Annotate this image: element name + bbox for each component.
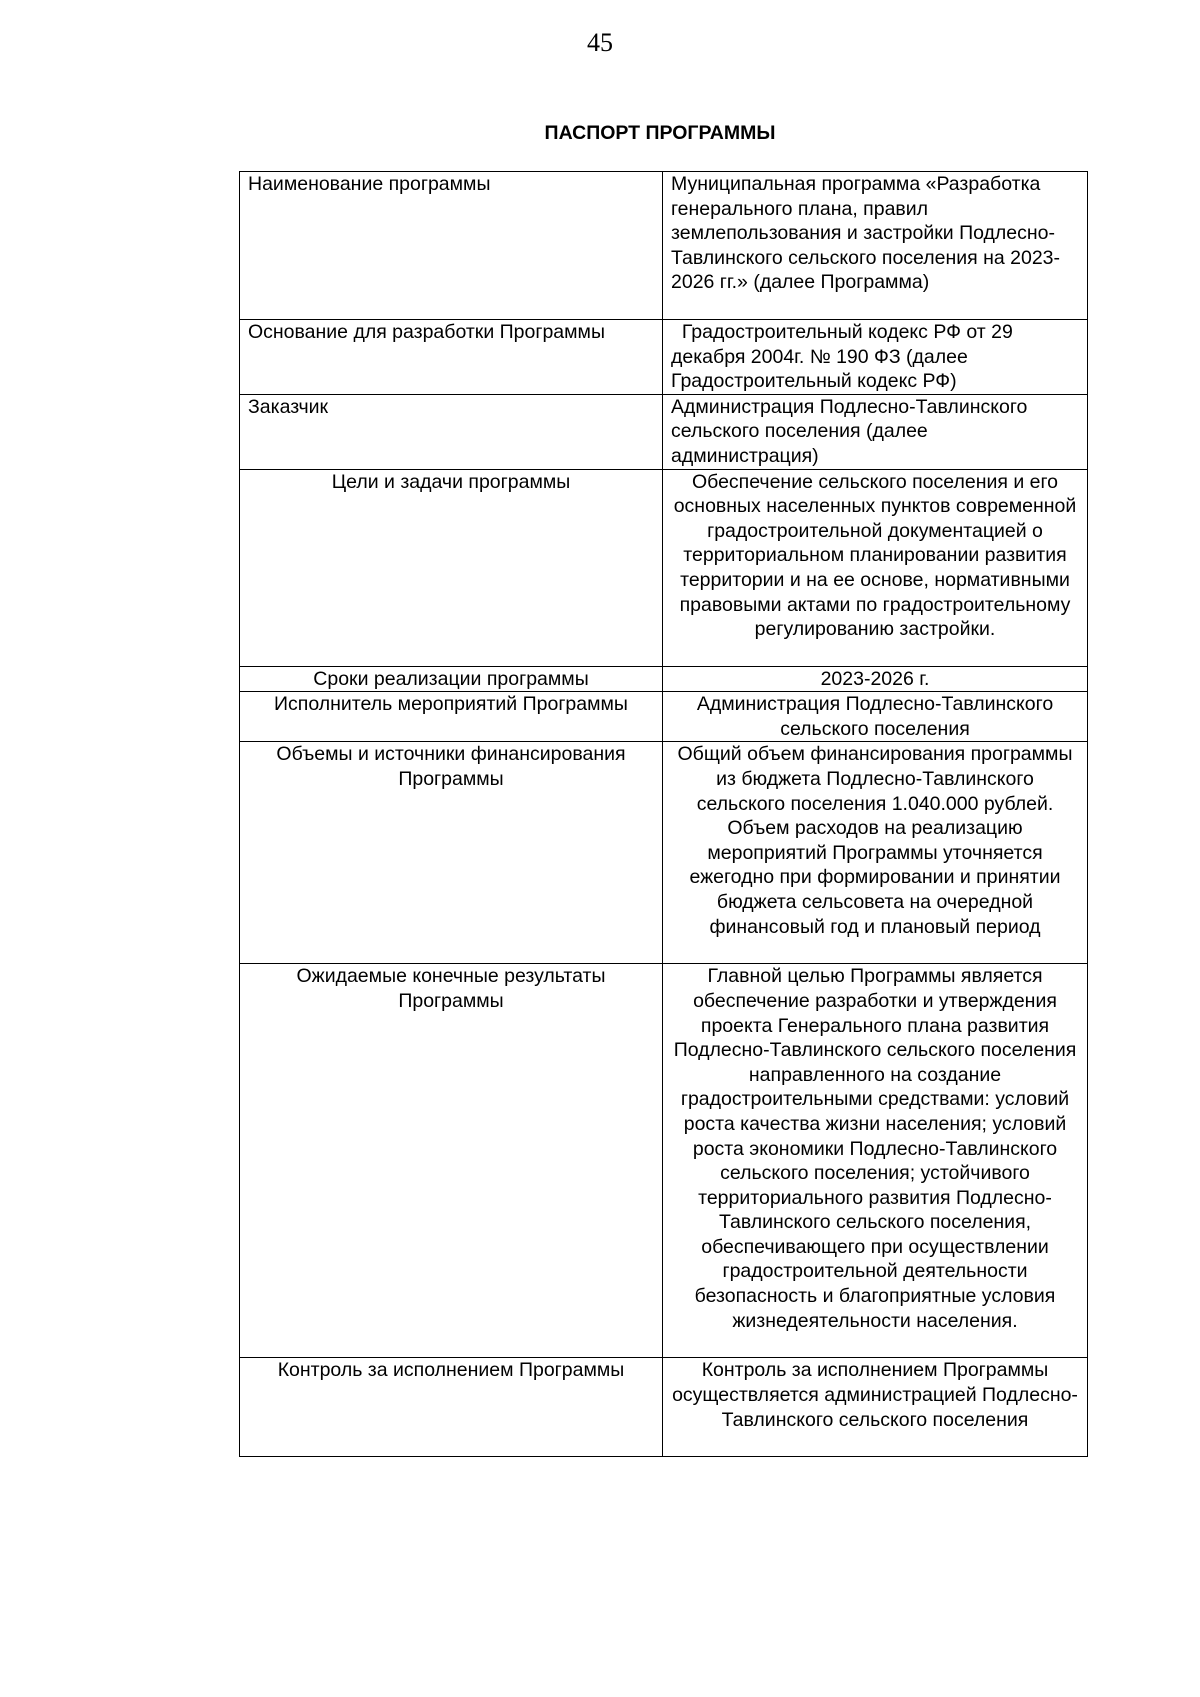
row-label: Основание для разработки Программы bbox=[240, 320, 663, 395]
table-row bbox=[240, 172, 1088, 320]
table-row bbox=[240, 394, 1088, 469]
table-row bbox=[240, 469, 1088, 666]
table-row bbox=[240, 1358, 1088, 1457]
row-label: Наименование программы bbox=[240, 172, 663, 320]
table-row bbox=[240, 692, 1088, 742]
row-value: Главной целью Программы является обеспечение разработки и утверждения проекта Генерального плана развития Подлесно-Тавлинского сельского поселения направленного на создание градостроительными средствами: условий роста качества жизни населения; условий роста экономики Подлесно-Тавлинского сельского поселения; устойчивого территориального развития Подлесно-Тавлинского сельского поселения, обеспечивающего при осуществлении градостроительной деятельности безопасность и благоприятные условия жизнедеятельности населения. bbox=[663, 964, 1088, 1358]
table-row bbox=[240, 666, 1088, 692]
row-label: Исполнитель мероприятий Программы bbox=[240, 692, 663, 742]
table-row bbox=[240, 742, 1088, 964]
row-value: Администрация Подлесно-Тавлинского сельского поселения (далее администрация) bbox=[663, 394, 1088, 469]
row-label: Заказчик bbox=[240, 394, 663, 469]
row-label: Ожидаемые конечные результаты Программы bbox=[240, 964, 663, 1358]
row-label: Цели и задачи программы bbox=[240, 469, 663, 666]
row-label: Контроль за исполнением Программы bbox=[240, 1358, 663, 1457]
row-value: Градостроительный кодекс РФ от 29 декабря 2004г. № 190 ФЗ (далее Градостроительный кодекс РФ) bbox=[663, 320, 1088, 395]
row-value: Муниципальная программа «Разработка генерального плана, правил землепользования и застройки Подлесно-Тавлинского сельского поселения на 2023-2026 гг.» (далее Программа) bbox=[663, 172, 1088, 320]
row-value: Администрация Подлесно-Тавлинского сельского поселения bbox=[663, 692, 1088, 742]
page-number: 45 bbox=[587, 28, 613, 57]
program-passport-table bbox=[239, 171, 1088, 1457]
document-title: ПАСПОРТ ПРОГРАММЫ bbox=[544, 122, 776, 144]
row-value: Общий объем финансирования программы из бюджета Подлесно-Тавлинского сельского поселения 1.040.000 рублей. Объем расходов на реализацию мероприятий Программы уточняется ежегодно при формировании и принятии бюджета сельсовета на очередной финансовый год и плановый период bbox=[663, 742, 1088, 964]
table-row bbox=[240, 320, 1088, 395]
row-value: Обеспечение сельского поселения и его основных населенных пунктов современной градостроительной документацией о территориальном планировании развития территории и на ее основе, нормативными правовыми актами по градостроительному регулированию застройки. bbox=[663, 469, 1088, 666]
row-value: 2023-2026 г. bbox=[663, 666, 1088, 692]
row-label: Сроки реализации программы bbox=[240, 666, 663, 692]
row-label: Объемы и источники финансирования Программы bbox=[240, 742, 663, 964]
table-row bbox=[240, 964, 1088, 1358]
row-value: Контроль за исполнением Программы осуществляется администрацией Подлесно-Тавлинского сельского поселения bbox=[663, 1358, 1088, 1457]
